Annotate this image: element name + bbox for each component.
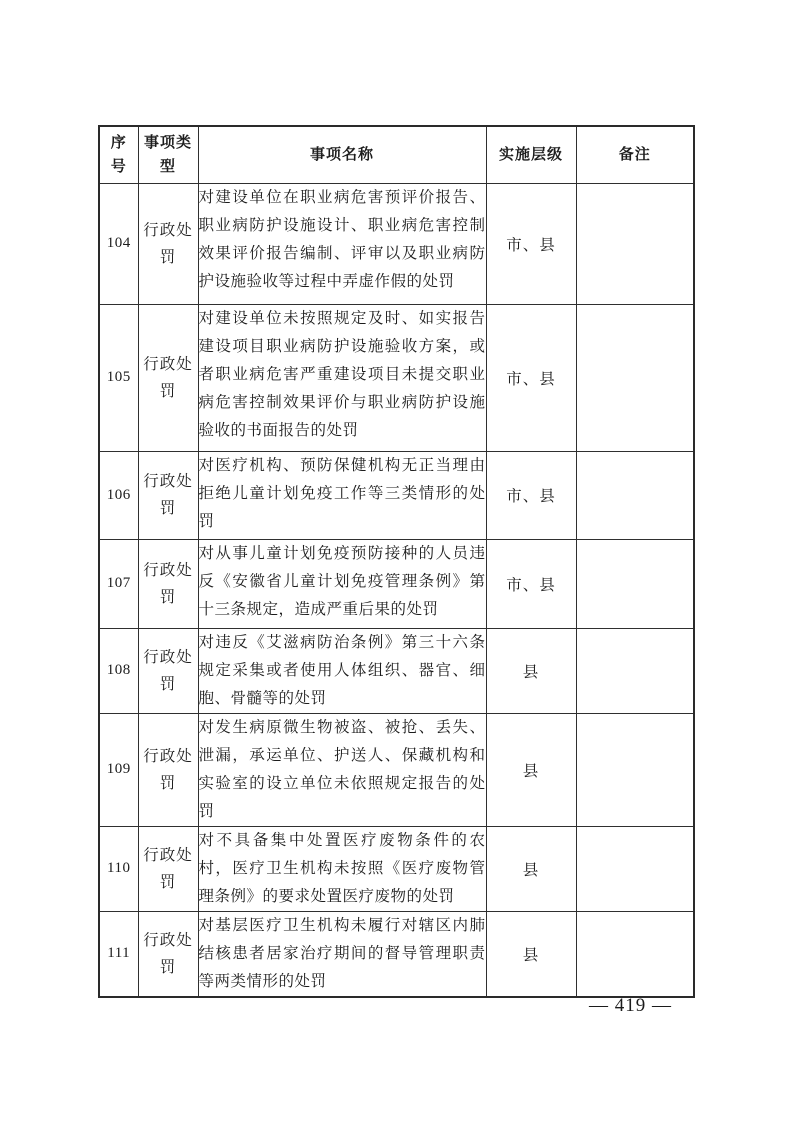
row-remark: [576, 539, 694, 628]
row-level: 县: [486, 826, 576, 911]
row-seq: 104: [99, 183, 138, 304]
row-name: 对从事儿童计划免疫预防接种的人员违反《安徽省儿童计划免疫管理条例》第十三条规定，造成严重后果的处罚: [198, 539, 486, 628]
footer-page-number: — 419 —: [589, 995, 672, 1016]
header-remark: 备注: [576, 126, 694, 183]
row-type: 行政处罚: [138, 451, 198, 539]
table-row: [99, 304, 694, 451]
row-remark: [576, 304, 694, 451]
row-name: 对建设单位未按照规定及时、如实报告建设项目职业病防护设施验收方案，或者职业病危害严重建设项目未提交职业病危害控制效果评价与职业病防护设施验收的书面报告的处罚: [198, 304, 486, 451]
row-type: 行政处罚: [138, 183, 198, 304]
row-name: 对医疗机构、预防保健机构无正当理由拒绝儿童计划免疫工作等三类情形的处罚: [198, 451, 486, 539]
table-row: [99, 539, 694, 628]
row-seq: 105: [99, 304, 138, 451]
row-type: 行政处罚: [138, 539, 198, 628]
row-remark: [576, 451, 694, 539]
row-remark: [576, 826, 694, 911]
table-row: [99, 451, 694, 539]
row-seq: 106: [99, 451, 138, 539]
matters-table: [98, 125, 695, 998]
row-seq: 107: [99, 539, 138, 628]
row-level: 县: [486, 713, 576, 826]
row-level: 县: [486, 911, 576, 997]
row-level: 市、县: [486, 539, 576, 628]
row-remark: [576, 911, 694, 997]
row-name: 对违反《艾滋病防治条例》第三十六条规定采集或者使用人体组织、器官、细胞、骨髓等的处罚: [198, 628, 486, 713]
row-remark: [576, 183, 694, 304]
row-level: 市、县: [486, 183, 576, 304]
row-remark: [576, 628, 694, 713]
row-level: 县: [486, 628, 576, 713]
header-seq: 序号: [99, 126, 138, 183]
row-type: 行政处罚: [138, 713, 198, 826]
header-level: 实施层级: [486, 126, 576, 183]
header-name: 事项名称: [198, 126, 486, 183]
row-type: 行政处罚: [138, 826, 198, 911]
row-level: 市、县: [486, 451, 576, 539]
row-name: 对发生病原微生物被盗、被抢、丢失、泄漏，承运单位、护送人、保藏机构和实验室的设立单位未依照规定报告的处罚: [198, 713, 486, 826]
row-type: 行政处罚: [138, 911, 198, 997]
row-remark: [576, 713, 694, 826]
row-type: 行政处罚: [138, 628, 198, 713]
row-seq: 111: [99, 911, 138, 997]
row-seq: 110: [99, 826, 138, 911]
row-type: 行政处罚: [138, 304, 198, 451]
row-level: 市、县: [486, 304, 576, 451]
table-header-row: [99, 126, 694, 183]
row-name: 对基层医疗卫生机构未履行对辖区内肺结核患者居家治疗期间的督导管理职责等两类情形的处罚: [198, 911, 486, 997]
row-seq: 109: [99, 713, 138, 826]
table-row: [99, 183, 694, 304]
table-row: [99, 713, 694, 826]
table-row: [99, 628, 694, 713]
row-seq: 108: [99, 628, 138, 713]
table-row: [99, 826, 694, 911]
row-name: 对建设单位在职业病危害预评价报告、职业病防护设施设计、职业病危害控制效果评价报告编制、评审以及职业病防护设施验收等过程中弄虚作假的处罚: [198, 183, 486, 304]
row-name: 对不具备集中处置医疗废物条件的农村，医疗卫生机构未按照《医疗废物管理条例》的要求处置医疗废物的处罚: [198, 826, 486, 911]
table-row: [99, 911, 694, 997]
header-type: 事项类型: [138, 126, 198, 183]
